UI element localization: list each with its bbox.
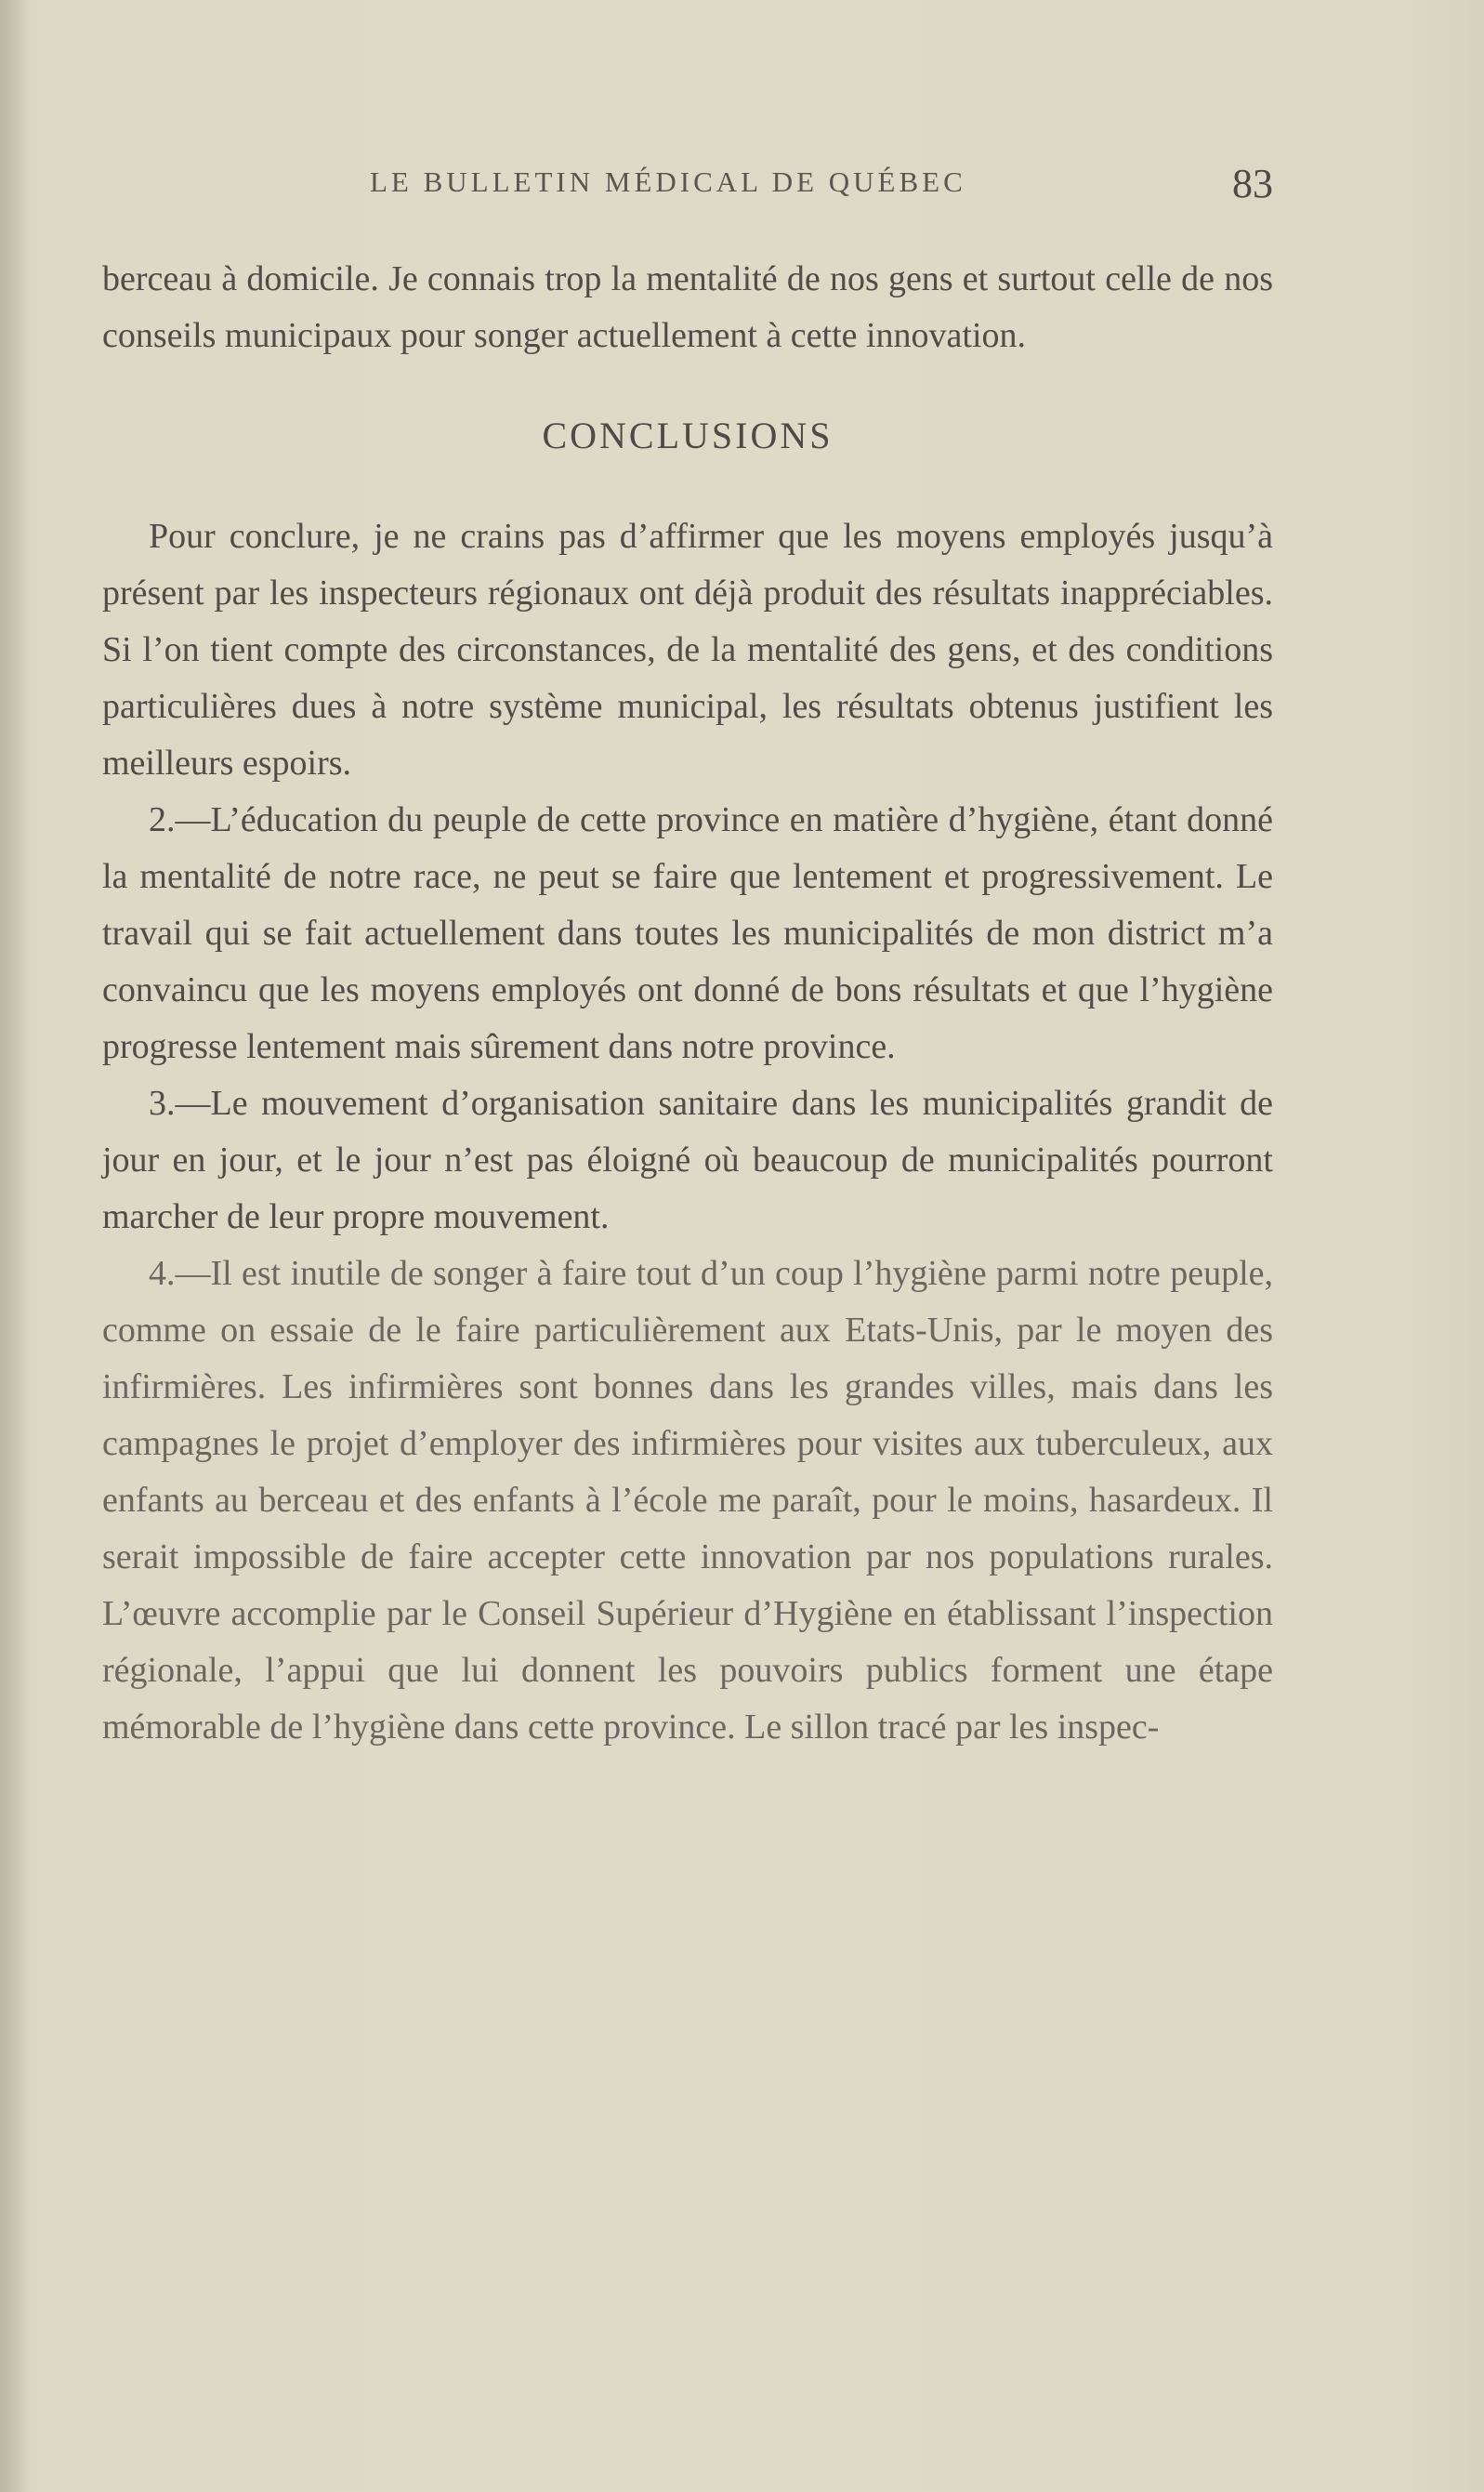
section-heading: CONCLUSIONS	[542, 415, 834, 456]
page-number: 83	[1232, 161, 1273, 206]
paragraph-3: 3.—Le mouvement d’organisation sanitaire dans les municipalités grandit de jour en jour, et le jour n’est pas éloigné où beaucoup de municipalités pourront marcher de leur propre mouvement.	[102, 1084, 1273, 1236]
paragraph-2: 2.—L’éducation du peuple de cette province en matière d’hygiène, étant donné la mentalité de notre race, ne peut se faire que lentement et progressivement. Le travail qui se fait actuellement dans toutes les municipalités de mon district m’a convaincu que les moyens employés ont donné de bons résultats et que l’hygiène progresse lentement mais sûrement dans notre province.	[102, 800, 1273, 1066]
running-head	[100, 160, 1273, 206]
paragraph-4: 4.—Il est inutile de songer à faire tout d’un coup l’hygiène parmi notre peuple, comme on essaie de le faire particulièrement aux Etats-Unis, par le moyen des infirmières. Les infirmières sont bonnes dans les grandes villes, mais dans les campagnes le projet d’employer des infirmières pour visites aux tuberculeux, aux enfants au berceau et des enfants à l’école me paraît, pour le moins, hasardeux. Il serait impossible de faire accepter cette innovation par nos populations rurales. L’œuvre accomplie par le Conseil Supérieur d’Hygiène en établissant l’inspection régionale, l’appui que lui donnent les pouvoirs publics forment une étape mémorable de l’hygiène dans cette province. Le sillon tracé par les inspec-	[102, 1254, 1273, 1747]
paragraph-intro: berceau à domicile. Je connais trop la mentalité de nos gens et surtout celle de nos conseils municipaux pour songer actuellement à cette innovation.	[102, 259, 1273, 355]
body-text	[102, 251, 1273, 1756]
running-title: LE BULLETIN MÉDICAL DE QUÉBEC	[370, 165, 966, 198]
paragraph-1: Pour conclure, je ne crains pas d’affirmer que les moyens employés jusqu’à présent par les inspecteurs régionaux ont déjà produit des résultats inappréciables. Si l’on tient compte des circonstances, de la mentalité des gens, et des conditions particulières dues à notre système municipal, les résultats obtenus justifient les meilleurs espoirs.	[102, 517, 1273, 783]
page-edge-shadow	[0, 0, 28, 2492]
